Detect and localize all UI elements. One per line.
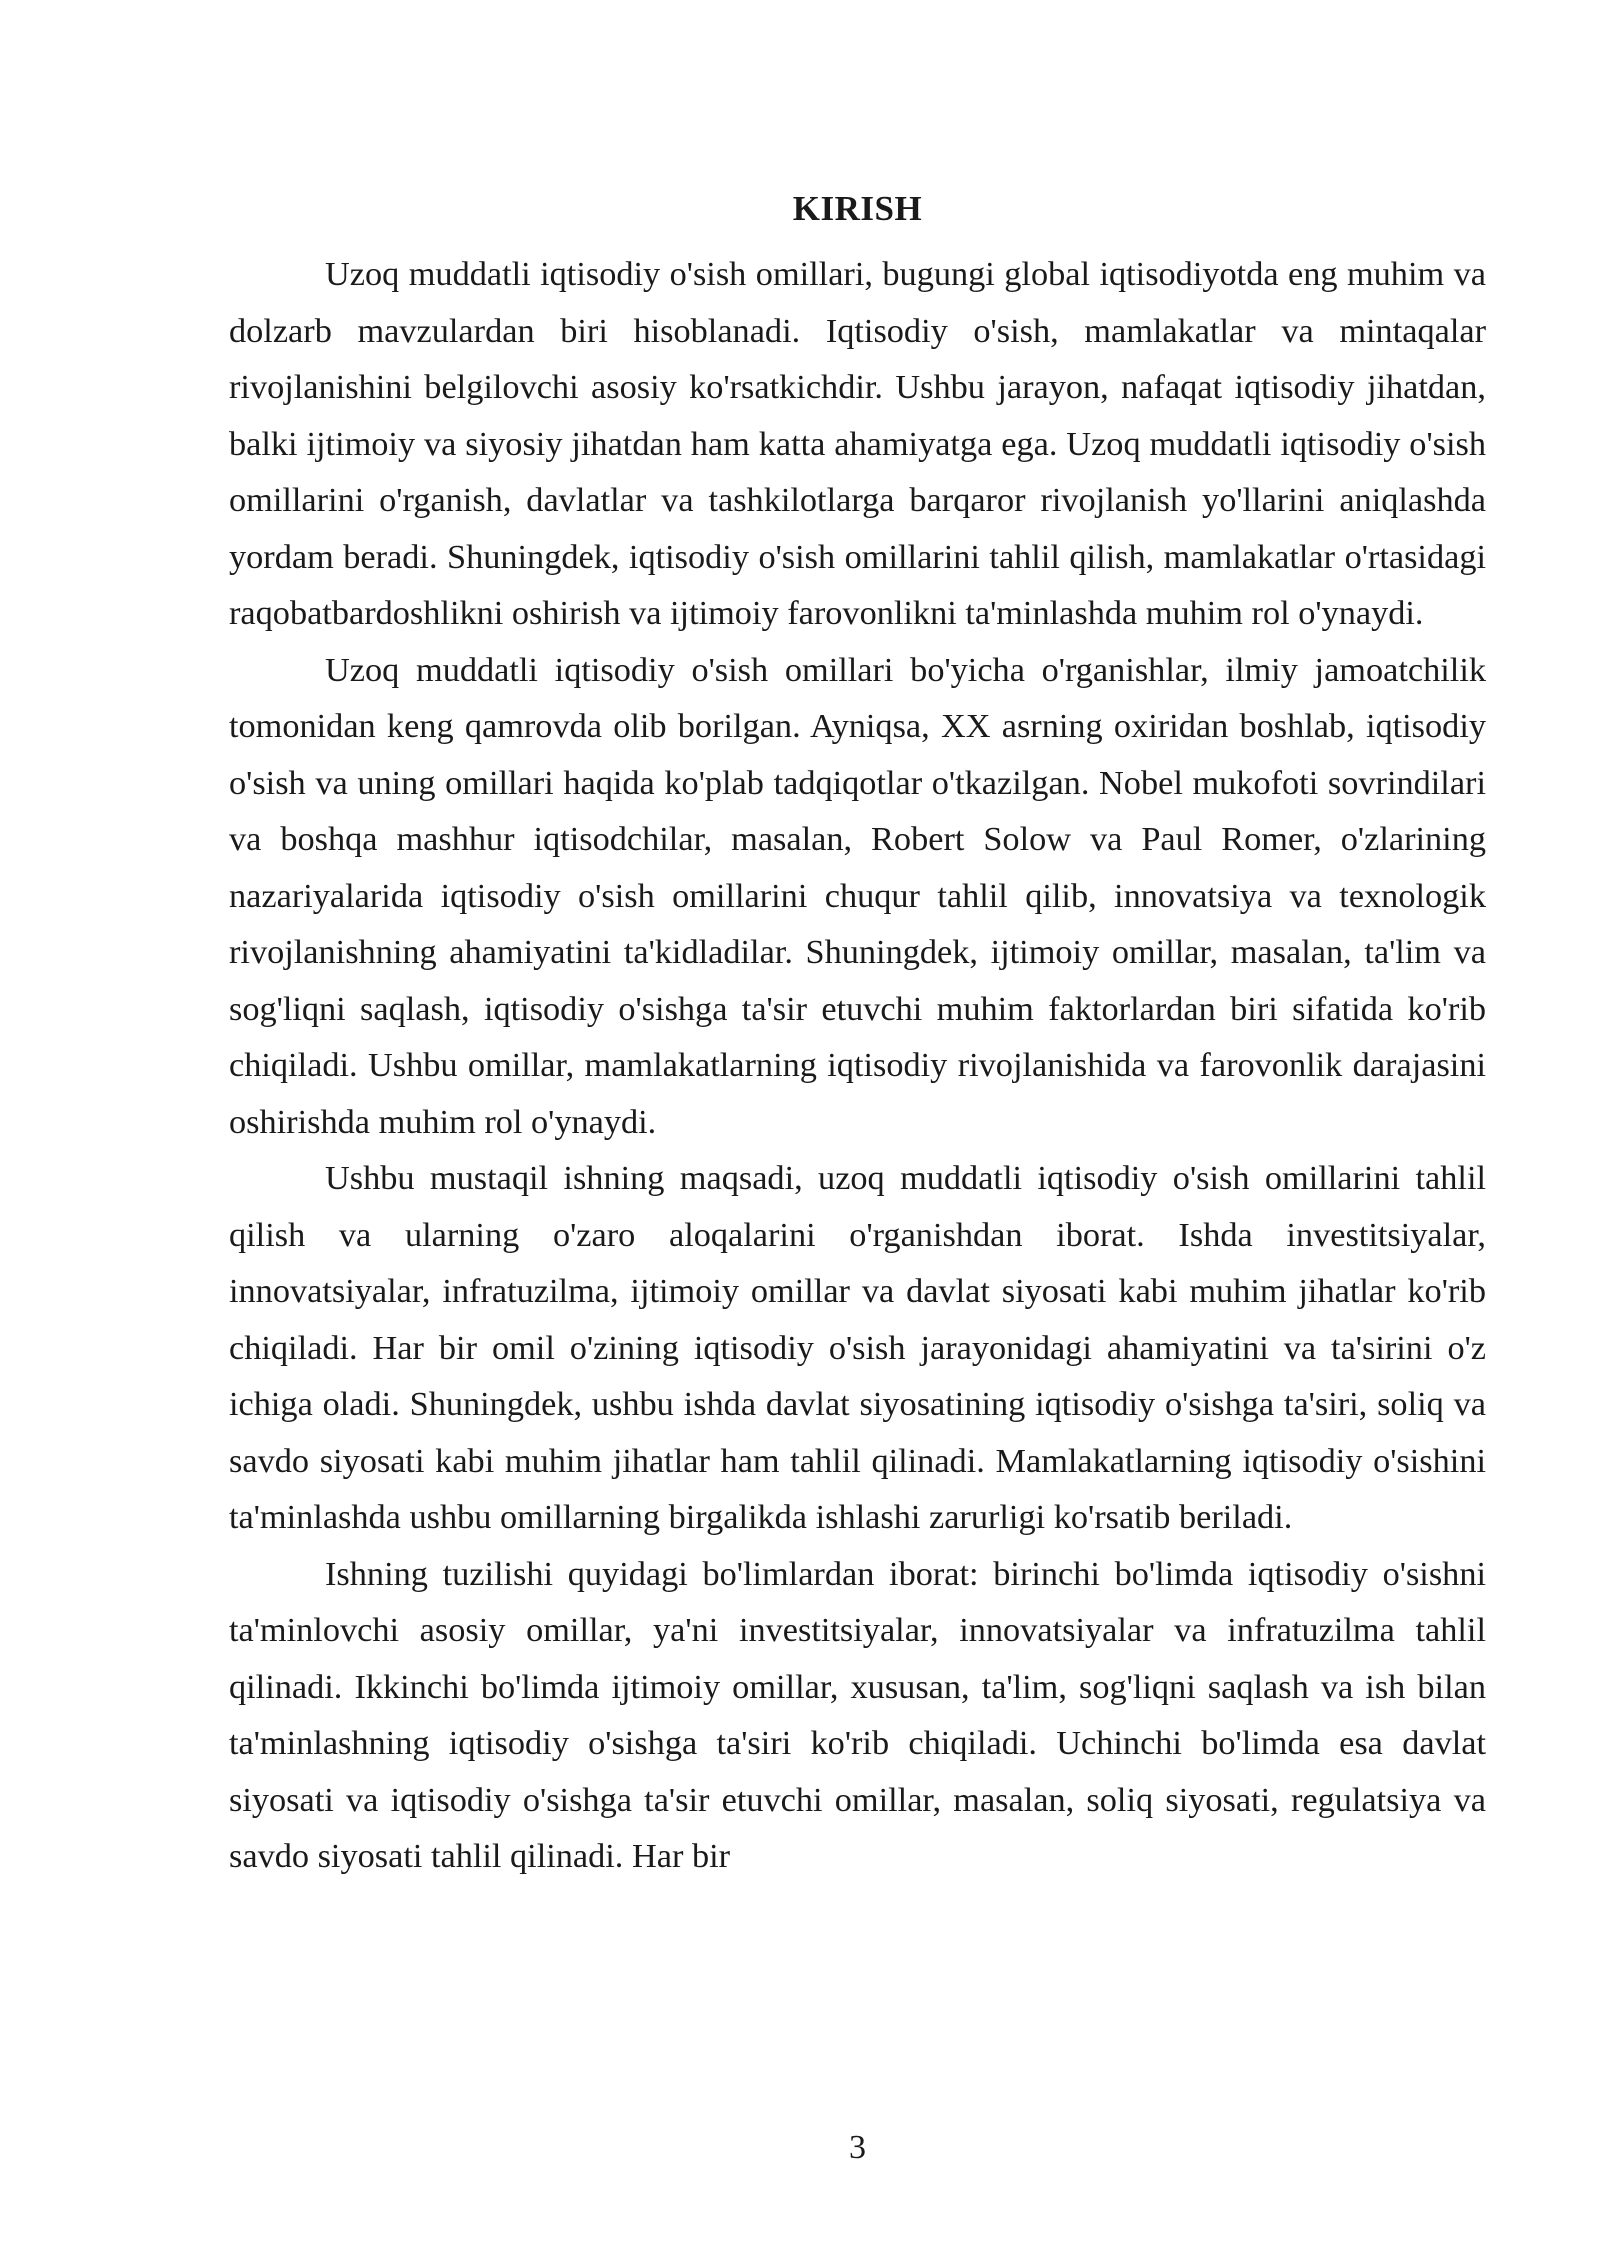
paragraph: Ishning tuzilishi quyidagi bo'limlardan iborat: birinchi bo'limda iqtisodiy o'sishni ta'minlovchi asosiy omillar, ya'ni investitsiyalar, innovatsiyalar va infratuzilma tahlil qilinadi. Ikkinchi bo'limda ijtimoiy omillar, xususan, ta'lim, sog'liqni saqlash va ish bilan ta'minlashning iqtisodiy o'sishga ta'siri ko'rib chiqiladi. Uchinchi bo'limda esa davlat siyosati va iqtisodiy o'sishga ta'sir etuvchi omillar, masalan, soliq siyosati, regulatsiya va savdo siyosati tahlil qilinadi. Har bir — [229, 1554, 1486, 1875]
paragraph: Ushbu mustaqil ishning maqsadi, uzoq muddatli iqtisodiy o'sish omillarini tahlil qilish va ularning o'zaro aloqalarini o'rganishdan iborat. Ishda investitsiyalar, innovatsiyalar, infratuzilma, ijtimoiy omillar va davlat siyosati kabi muhim jihatlar ko'rib chiqiladi. Har bir omil o'zining iqtisodiy o'sish jarayonidagi ahamiyatini va ta'sirini o'z ichiga oladi. Shuningdek, ushbu ishda davlat siyosatining iqtisodiy o'sishga ta'siri, soliq va savdo siyosati kabi muhim jihatlar ham tahlil qilinadi. Mamlakatlarning iqtisodiy o'sishini ta'minlashda ushbu omillarning birgalikda ishlashi zarurligi ko'rsatib beriladi. — [229, 1159, 1486, 1536]
paragraph: Uzoq muddatli iqtisodiy o'sish omillari, bugungi global iqtisodiyotda eng muhim va dolzarb mavzulardan biri hisoblanadi. Iqtisodiy o'sish, mamlakatlar va mintaqalar rivojlanishini belgilovchi asosiy ko'rsatkichdir. Ushbu jarayon, nafaqat iqtisodiy jihatdan, balki ijtimoiy va siyosiy jihatdan ham katta ahamiyatga ega. Uzoq muddatli iqtisodiy o'sish omillarini o'rganish, davlatlar va tashkilotlarga barqaror rivojlanish yo'llarini aniqlashda yordam beradi. Shuningdek, iqtisodiy o'sish omillarini tahlil qilish, mamlakatlar o'rtasidagi raqobatbardoshlikni oshirish va ijtimoiy farovonlikni ta'minlashda muhim rol o'ynaydi. — [229, 255, 1486, 632]
section-title: KIRISH — [792, 189, 923, 229]
paragraph: Uzoq muddatli iqtisodiy o'sish omillari bo'yicha o'rganishlar, ilmiy jamoatchilik tomonidan keng qamrovda olib borilgan. Ayniqsa, XX asrning oxiridan boshlab, iqtisodiy o'sish va uning omillari haqida ko'plab tadqiqotlar o'tkazilgan. Nobel mukofoti sovrindilari va boshqa mashhur iqtisodchilar, masalan, Robert Solow va Paul Romer, o'zlarining nazariyalarida iqtisodiy o'sish omillarini chuqur tahlil qilib, innovatsiya va texnologik rivojlanishning ahamiyatini ta'kidladilar. Shuningdek, ijtimoiy omillar, masalan, ta'lim va sog'liqni saqlash, iqtisodiy o'sishga ta'sir etuvchi muhim faktorlardan biri sifatida ko'rib chiqiladi. Ushbu omillar, mamlakatlarning iqtisodiy rivojlanishida va farovonlik darajasini oshirishda muhim rol o'ynaydi. — [229, 650, 1486, 1141]
page-number: 3 — [849, 2129, 866, 2166]
body-text — [229, 246, 1486, 1885]
